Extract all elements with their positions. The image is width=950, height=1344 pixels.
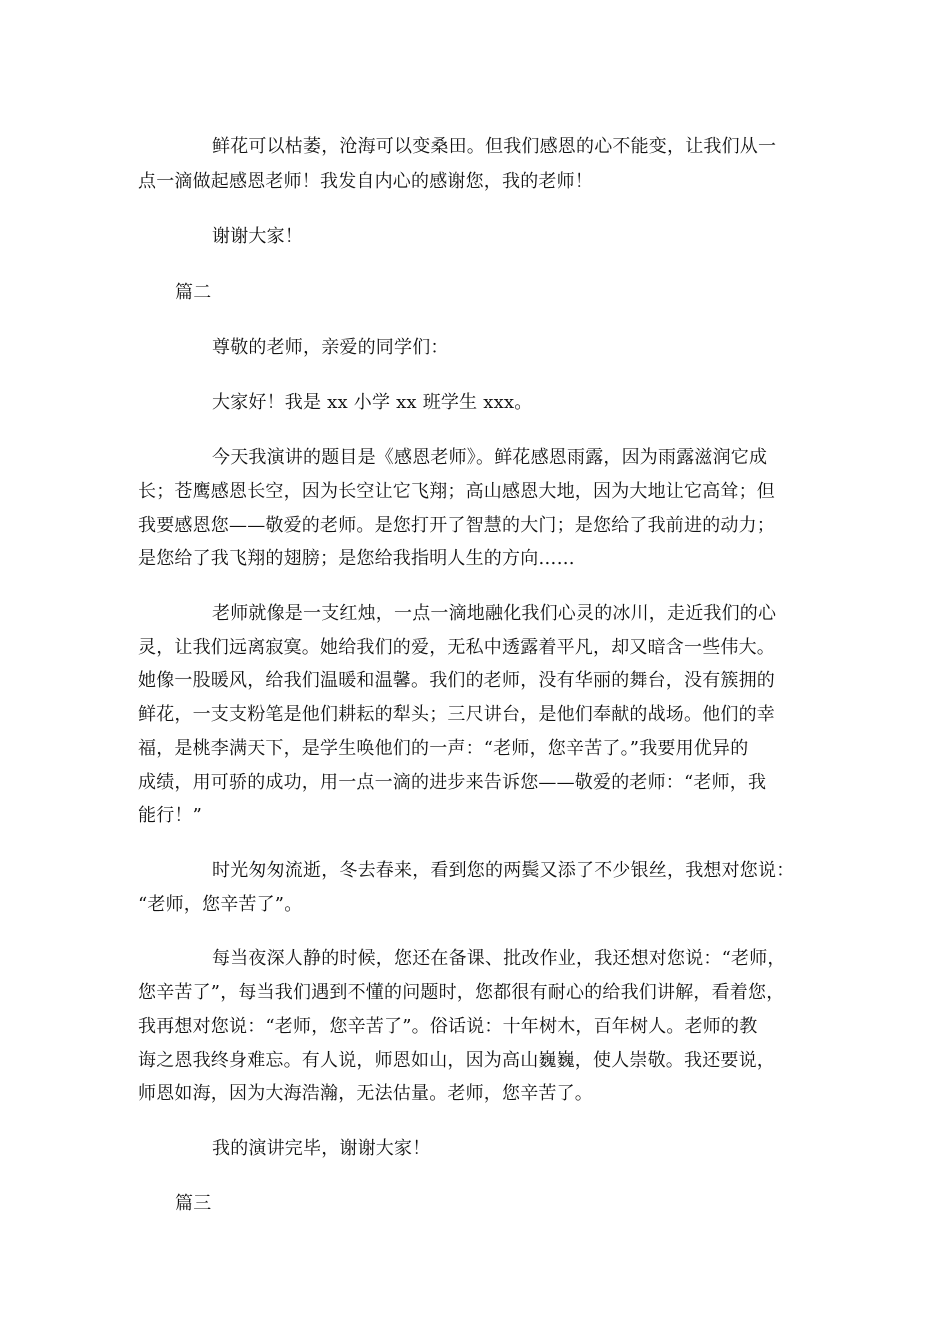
text-line: 灵，让我们远离寂寞。她给我们的爱，无私中透露着平凡，却又暗含一些伟大。	[138, 637, 775, 658]
section-heading-text: 篇二	[175, 282, 212, 303]
text-line: 诲之恩我终身难忘。有人说，师恩如山，因为高山巍巍，使人崇敬。我还要说，	[138, 1050, 775, 1071]
text-line: 每当夜深人静的时候，您还在备课、批改作业，我还想对您说：“老师，	[212, 948, 786, 969]
text-line: 时光匆匆流逝，冬去春来，看到您的两鬓又添了不少银丝，我想对您说：	[212, 860, 795, 881]
text-line: 我要感恩您——敬爱的老师。是您打开了智慧的大门；是您给了我前进的动力；	[138, 515, 775, 536]
text-line: 尊敬的老师，亲爱的同学们：	[212, 337, 449, 358]
text-line: 福，是桃李满天下，是学生唤他们的一声：“老师，您辛苦了。”我要用优异的	[138, 738, 749, 759]
text-line: 今天我演讲的题目是《感恩老师》。鲜花感恩雨露，因为雨露滋润它成	[212, 447, 768, 468]
text-line: 大家好！我是 xx 小学 xx 班学生 xxx。	[212, 392, 533, 413]
text-line: 能行！”	[138, 805, 203, 826]
text-line: “老师，您辛苦了”。	[138, 894, 303, 915]
text-line: 长；苍鹰感恩长空，因为长空让它飞翔；高山感恩大地，因为大地让它高耸；但	[138, 481, 775, 502]
section-heading-text: 篇三	[175, 1193, 212, 1214]
text-line: 点一滴做起感恩老师！我发自内心的感谢您，我的老师！	[138, 171, 593, 192]
text-line: 鲜花，一支支粉笔是他们耕耘的犁头；三尺讲台，是他们奉献的战场。他们的幸	[138, 704, 775, 725]
text-line: 我再想对您说：“老师，您辛苦了”。俗话说：十年树木，百年树人。老师的教	[138, 1016, 758, 1037]
text-line: 我的演讲完毕，谢谢大家！	[212, 1138, 431, 1159]
text-line: 是您给了我飞翔的翅膀；是您给我指明人生的方向……	[138, 548, 575, 569]
text-line: 她像一股暖风，给我们温暖和温馨。我们的老师，没有华丽的舞台，没有簇拥的	[138, 670, 775, 691]
text-line: 老师就像是一支红烛，一点一滴地融化我们心灵的冰川，走近我们的心	[212, 603, 777, 624]
text-line: 鲜花可以枯萎，沧海可以变桑田。但我们感恩的心不能变，让我们从一	[212, 136, 777, 157]
text-line: 成绩，用可骄的成功，用一点一滴的进步来告诉您——敬爱的老师：“老师，我	[138, 772, 767, 793]
text-line: 谢谢大家！	[212, 226, 303, 247]
text-line: 您辛苦了”，每当我们遇到不懂的问题时，您都很有耐心的给我们讲解，看着您，	[138, 982, 785, 1003]
text-line: 师恩如海，因为大海浩瀚，无法估量。老师，您辛苦了。	[138, 1083, 593, 1104]
